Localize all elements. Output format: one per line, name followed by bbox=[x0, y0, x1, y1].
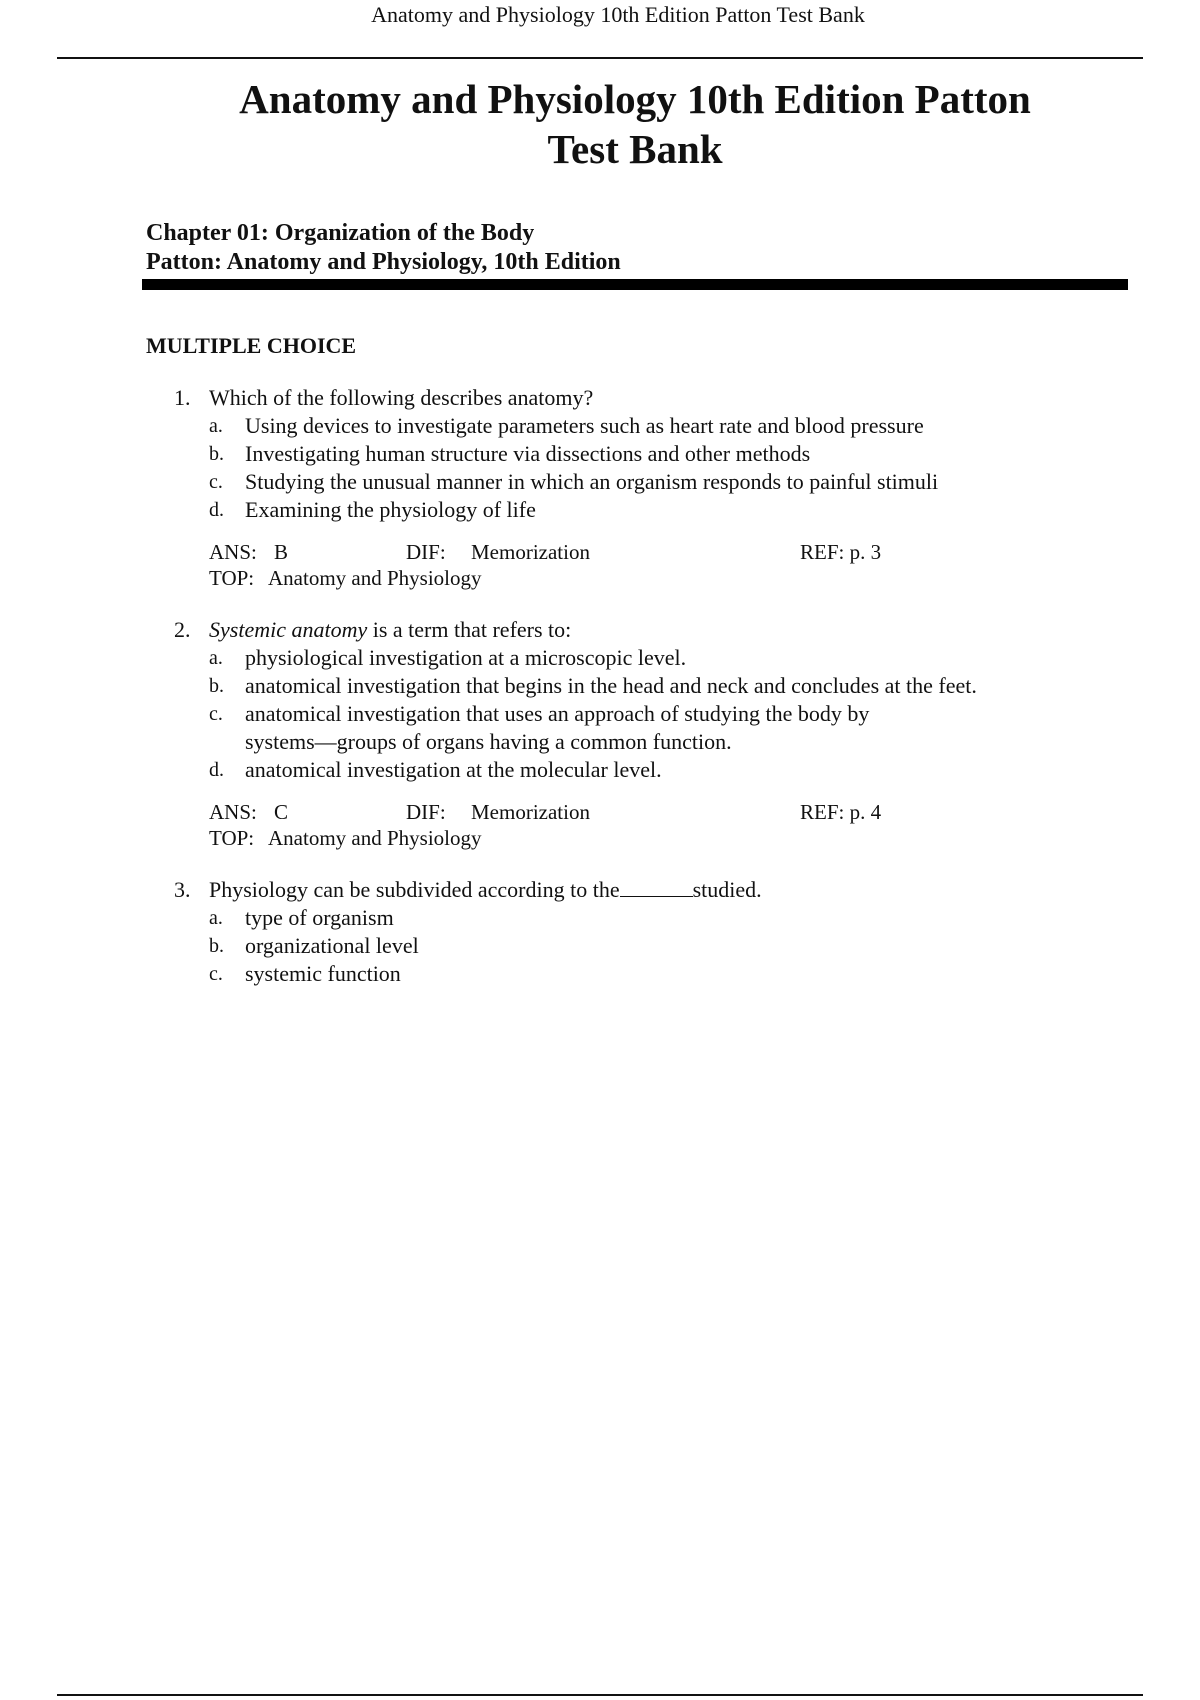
footer-rule bbox=[57, 1694, 1143, 1696]
chapter-title: Chapter 01: Organization of the Body bbox=[146, 220, 535, 246]
option-text: anatomical investigation that uses an approach of studying the body by bbox=[245, 701, 870, 726]
topic-label: TOP: bbox=[209, 826, 255, 850]
option-letter: c. bbox=[209, 703, 223, 725]
answer-label: ANS: bbox=[209, 540, 257, 564]
option-letter: c. bbox=[209, 963, 223, 985]
chapter-block bbox=[146, 219, 621, 277]
difficulty-value: Memorization bbox=[471, 800, 590, 824]
difficulty-value: Memorization bbox=[471, 540, 590, 564]
option-letter: b. bbox=[209, 675, 224, 697]
stem-after-blank: studied. bbox=[692, 877, 762, 902]
option-text: Examining the physiology of life bbox=[245, 497, 536, 522]
option-text: Studying the unusual manner in which an organism responds to painful stimuli bbox=[245, 469, 939, 494]
question-number: 2. bbox=[174, 617, 191, 642]
question-stem: Which of the following describes anatomy? bbox=[209, 385, 594, 410]
option-letter: d. bbox=[209, 499, 224, 521]
document-title bbox=[0, 74, 1200, 174]
difficulty-label: DIF: bbox=[406, 800, 446, 824]
option-text: physiological investigation at a microscopic level. bbox=[245, 645, 687, 670]
header-rule bbox=[57, 57, 1143, 59]
difficulty-label: DIF: bbox=[406, 540, 446, 564]
italic-term: Systemic anatomy bbox=[209, 617, 368, 642]
option-text: anatomical investigation at the molecular level. bbox=[245, 757, 662, 782]
option-text-continued: systems—groups of organs having a common function. bbox=[245, 729, 732, 754]
option-text: anatomical investigation that begins in the head and neck and concludes at the feet. bbox=[245, 673, 977, 698]
option-letter: a. bbox=[209, 647, 223, 669]
option-letter: b. bbox=[209, 443, 224, 465]
stem-before-blank: Physiology can be subdivided according to the bbox=[209, 877, 620, 902]
option-text: type of organism bbox=[245, 905, 394, 930]
question-stem bbox=[209, 616, 571, 644]
reference: REF: p. 4 bbox=[800, 800, 882, 824]
section-heading: MULTIPLE CHOICE bbox=[146, 333, 357, 358]
answer-value: C bbox=[274, 800, 289, 824]
option-letter: a. bbox=[209, 415, 223, 437]
topic-label: TOP: bbox=[209, 566, 255, 590]
option-text: organizational level bbox=[245, 933, 419, 958]
question-stem bbox=[209, 876, 762, 904]
question-number: 3. bbox=[174, 877, 191, 902]
document-title-line-1: Anatomy and Physiology 10th Edition Patton bbox=[239, 76, 1031, 122]
option-text: systemic function bbox=[245, 961, 401, 986]
answer-value: B bbox=[274, 540, 289, 564]
book-title: Patton: Anatomy and Physiology, 10th Edition bbox=[146, 249, 621, 275]
topic-value: Anatomy and Physiology bbox=[268, 826, 482, 850]
fill-in-blank bbox=[620, 878, 693, 897]
option-text: Investigating human structure via dissections and other methods bbox=[245, 441, 811, 466]
question-number: 1. bbox=[174, 385, 191, 410]
stem-rest: is a term that refers to: bbox=[367, 617, 572, 642]
document-title-line-2: Test Bank bbox=[547, 126, 723, 172]
chapter-divider bbox=[142, 279, 1128, 290]
option-letter: d. bbox=[209, 759, 224, 781]
reference: REF: p. 3 bbox=[800, 540, 882, 564]
option-letter: b. bbox=[209, 935, 224, 957]
option-letter: c. bbox=[209, 471, 223, 493]
answer-label: ANS: bbox=[209, 800, 257, 824]
topic-value: Anatomy and Physiology bbox=[268, 566, 482, 590]
option-letter: a. bbox=[209, 907, 223, 929]
running-header: Anatomy and Physiology 10th Edition Patton Test Bank bbox=[371, 2, 865, 27]
option-text: Using devices to investigate parameters such as heart rate and blood pressure bbox=[245, 413, 924, 438]
